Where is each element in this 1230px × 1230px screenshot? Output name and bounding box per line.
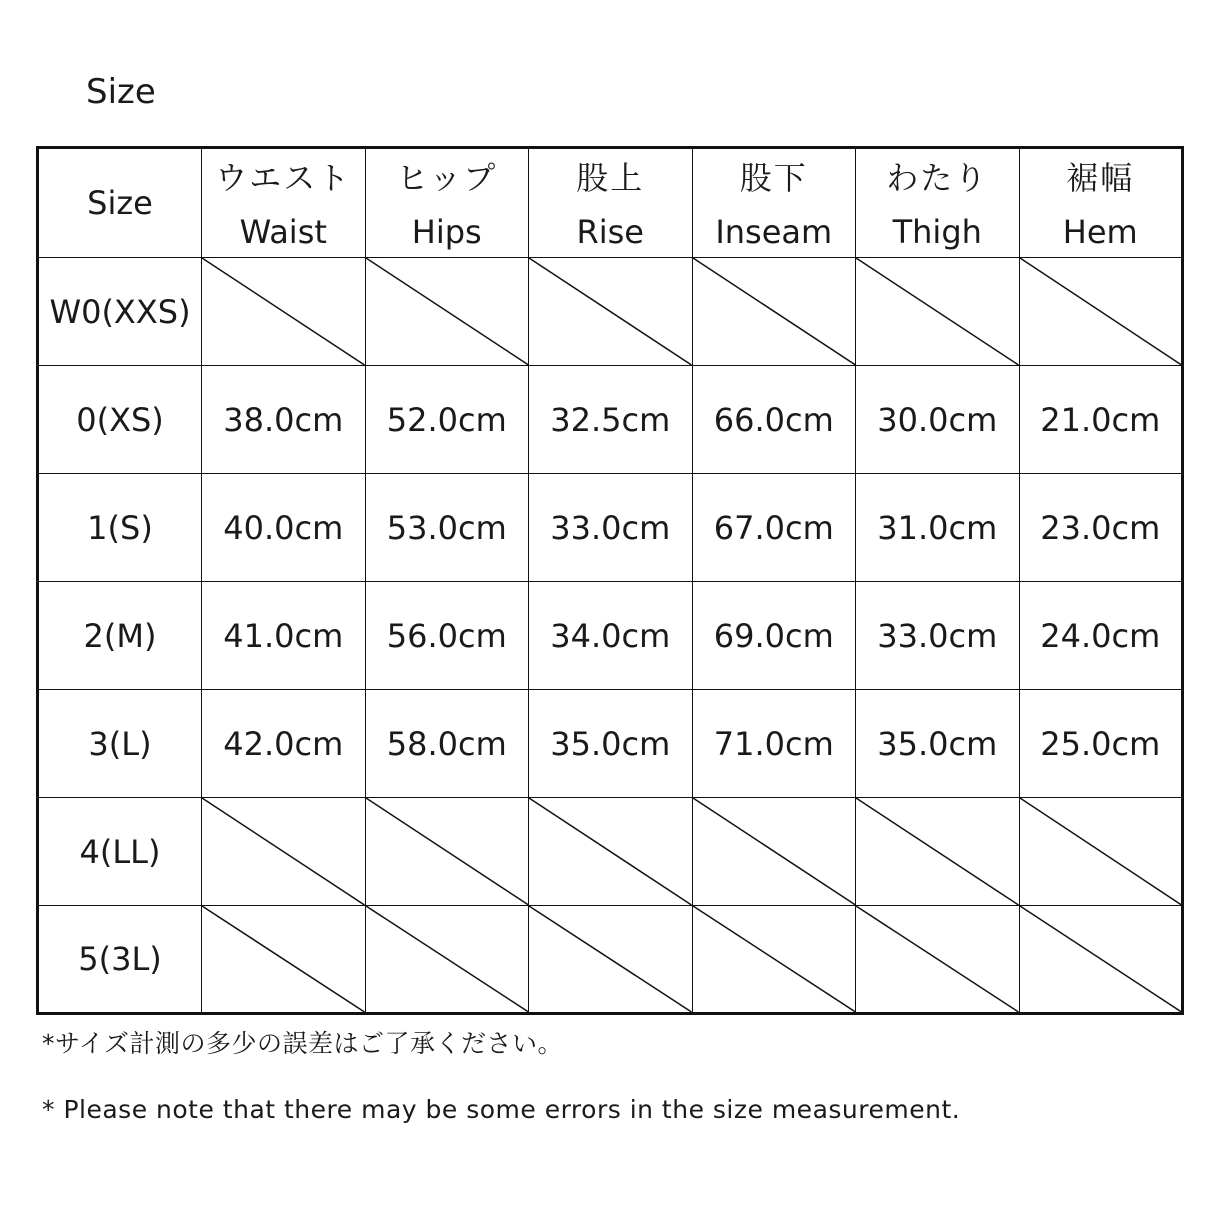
measurement-cell: 21.0cm — [1019, 366, 1183, 474]
size-label: 3(L) — [38, 690, 202, 798]
measurement-cell: 31.0cm — [856, 474, 1020, 582]
empty-cell — [529, 258, 693, 366]
measurement-cell: 41.0cm — [202, 582, 366, 690]
measurement-cell: 58.0cm — [365, 690, 529, 798]
diagonal-slash-icon — [693, 258, 856, 365]
measurement-cell: 35.0cm — [856, 690, 1020, 798]
empty-cell — [529, 798, 693, 906]
empty-cell — [692, 258, 856, 366]
column-header-en: Hips — [411, 213, 482, 251]
empty-cell — [202, 798, 366, 906]
diagonal-slash-icon — [202, 906, 365, 1012]
column-header-ja: ヒップ — [396, 159, 498, 197]
column-header-inseam — [692, 148, 856, 258]
empty-cell — [856, 798, 1020, 906]
size-label: 2(M) — [38, 582, 202, 690]
diagonal-slash-icon — [529, 258, 692, 365]
diagonal-slash-icon — [529, 798, 692, 905]
measurement-cell: 33.0cm — [856, 582, 1020, 690]
size-label: 0(XS) — [38, 366, 202, 474]
diagonal-slash-icon — [202, 258, 365, 365]
diagonal-slash-icon — [202, 798, 365, 905]
table-row — [38, 690, 1183, 798]
diagonal-slash-icon — [366, 258, 529, 365]
column-header-en: Inseam — [715, 213, 833, 251]
table-body — [38, 258, 1183, 1014]
measurement-cell: 66.0cm — [692, 366, 856, 474]
measurement-cell: 32.5cm — [529, 366, 693, 474]
measurement-cell: 35.0cm — [529, 690, 693, 798]
diagonal-slash-icon — [1020, 798, 1182, 905]
table-row — [38, 582, 1183, 690]
empty-cell — [692, 906, 856, 1014]
table-row — [38, 798, 1183, 906]
diagonal-slash-icon — [856, 798, 1019, 905]
measurement-cell: 71.0cm — [692, 690, 856, 798]
column-header-en: Thigh — [892, 213, 982, 251]
size-column-header: Size — [38, 148, 202, 258]
diagonal-slash-icon — [1020, 258, 1182, 365]
empty-cell — [692, 798, 856, 906]
measurement-cell: 42.0cm — [202, 690, 366, 798]
empty-cell — [1019, 906, 1183, 1014]
size-label: W0(XXS) — [38, 258, 202, 366]
note-japanese: *サイズ計測の多少の誤差はご了承ください。 — [42, 1029, 564, 1058]
diagonal-slash-icon — [529, 906, 692, 1012]
column-header-ja: わたり — [886, 159, 989, 197]
measurement-cell: 25.0cm — [1019, 690, 1183, 798]
column-header-en: Rise — [576, 213, 644, 251]
measurement-cell: 23.0cm — [1019, 474, 1183, 582]
measurement-cell: 40.0cm — [202, 474, 366, 582]
column-header-hem — [1019, 148, 1183, 258]
column-header-ja: 股下 — [739, 159, 808, 197]
measurement-cell: 33.0cm — [529, 474, 693, 582]
table-row — [38, 258, 1183, 366]
table-row — [38, 906, 1183, 1014]
measurement-cell: 30.0cm — [856, 366, 1020, 474]
empty-cell — [856, 906, 1020, 1014]
empty-cell — [1019, 258, 1183, 366]
column-header-en: Hem — [1062, 213, 1138, 251]
empty-cell — [365, 906, 529, 1014]
table-header-row — [38, 148, 1183, 258]
page-title: Size — [86, 72, 156, 112]
measurement-cell: 24.0cm — [1019, 582, 1183, 690]
size-label: 4(LL) — [38, 798, 202, 906]
diagonal-slash-icon — [856, 906, 1019, 1012]
column-header-ja: ウエスト — [215, 159, 352, 197]
column-header-en: Waist — [239, 213, 327, 251]
note-english: * Please note that there may be some errors in the size measurement. — [42, 1095, 961, 1124]
diagonal-slash-icon — [856, 258, 1019, 365]
measurement-cell: 53.0cm — [365, 474, 529, 582]
diagonal-slash-icon — [693, 798, 856, 905]
diagonal-slash-icon — [366, 906, 529, 1012]
measurement-cell: 34.0cm — [529, 582, 693, 690]
empty-cell — [529, 906, 693, 1014]
column-header-rise — [529, 148, 693, 258]
column-header-ja: 裾幅 — [1066, 159, 1135, 197]
measurement-cell: 69.0cm — [692, 582, 856, 690]
measurement-cell: 56.0cm — [365, 582, 529, 690]
diagonal-slash-icon — [693, 906, 856, 1012]
size-label: 5(3L) — [38, 906, 202, 1014]
measurement-cell: 67.0cm — [692, 474, 856, 582]
size-label: 1(S) — [38, 474, 202, 582]
column-header-hips — [365, 148, 529, 258]
empty-cell — [365, 798, 529, 906]
column-header-waist — [202, 148, 366, 258]
diagonal-slash-icon — [366, 798, 529, 905]
measurement-cell: 38.0cm — [202, 366, 366, 474]
table-row — [38, 366, 1183, 474]
empty-cell — [202, 906, 366, 1014]
column-header-ja: 股上 — [576, 159, 645, 197]
column-header-thigh — [856, 148, 1020, 258]
measurement-cell: 52.0cm — [365, 366, 529, 474]
empty-cell — [365, 258, 529, 366]
table-row — [38, 474, 1183, 582]
empty-cell — [1019, 798, 1183, 906]
diagonal-slash-icon — [1020, 906, 1182, 1012]
size-table — [36, 146, 1184, 1015]
empty-cell — [202, 258, 366, 366]
empty-cell — [856, 258, 1020, 366]
